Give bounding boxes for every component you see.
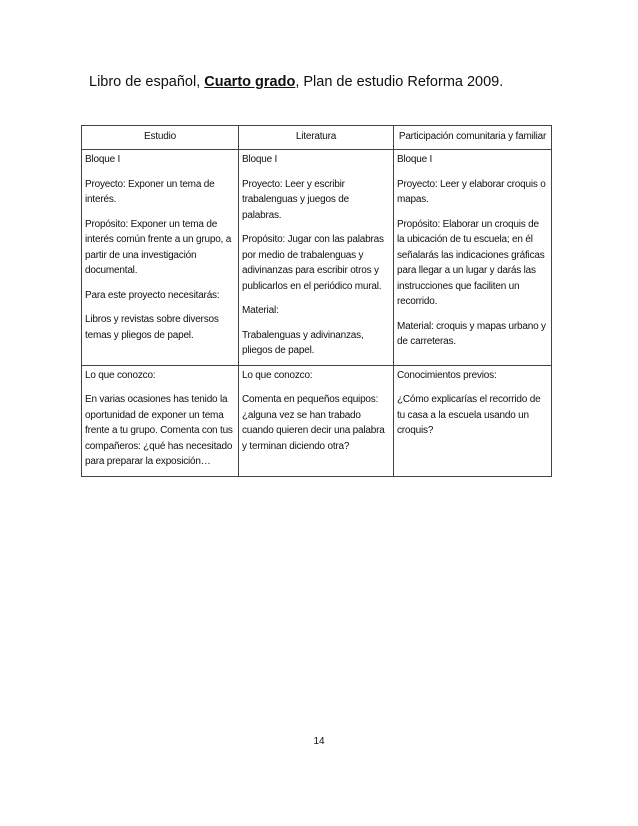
cell-text: Para este proyecto necesitarás: bbox=[85, 289, 220, 301]
cell-text: Bloque I bbox=[85, 154, 121, 165]
cell-text: ¿Cómo explicarías el recorrido de tu casa a la escuela usando un croquis? bbox=[397, 394, 541, 436]
page-number: 14 bbox=[313, 736, 325, 747]
header-estudio: Estudio bbox=[82, 126, 239, 150]
cell-text: Propósito: Elaborar un croquis de la ubicación de tu escuela; en él señalarás las indicaciones gráficas para llegar a un lugar y darás las instrucciones que faciliten un recorrido. bbox=[397, 218, 545, 307]
cell-estudio-bloque bbox=[82, 150, 239, 366]
cell-text: Trabalenguas y adivinanzas, pliegos de papel. bbox=[242, 329, 364, 356]
cell-text: Proyecto: Exponer un tema de interés. bbox=[85, 178, 215, 205]
cell-text: Bloque I bbox=[397, 154, 433, 165]
cell-text: Material: croquis y mapas urbano y de carreteras. bbox=[397, 320, 546, 347]
cell-text: Lo que conozco: bbox=[85, 369, 156, 381]
cell-text: Material: bbox=[242, 305, 279, 316]
title-bold: Cuarto grado bbox=[204, 74, 296, 90]
table-header-row bbox=[82, 126, 552, 150]
cell-text: En varias ocasiones has tenido la oportunidad de exponer un tema frente a tu grupo. Comenta con tus compañeros: ¿qué has necesitado para preparar la exposición… bbox=[85, 394, 233, 467]
cell-text: Conocimientos previos: bbox=[397, 369, 497, 381]
cell-text: Bloque I bbox=[242, 154, 278, 165]
header-participacion: Participación comunitaria y familiar bbox=[394, 126, 552, 150]
title-suffix: , Plan de estudio Reforma 2009. bbox=[295, 74, 504, 90]
cell-participacion-previos bbox=[394, 365, 552, 476]
cell-text: Propósito: Exponer un tema de interés común frente a un grupo, a partir de una investigación documental. bbox=[85, 218, 232, 276]
page-title bbox=[89, 74, 503, 90]
table-row bbox=[82, 365, 552, 476]
curriculum-table bbox=[81, 125, 552, 477]
cell-estudio-conozco bbox=[82, 365, 239, 476]
cell-text: Propósito: Jugar con las palabras por medio de trabalenguas y adivinanzas para escribir otros y publicarlos en el periódico mural. bbox=[242, 234, 384, 292]
cell-literatura-bloque bbox=[239, 150, 394, 366]
cell-text: Proyecto: Leer y elaborar croquis o mapas. bbox=[397, 178, 546, 205]
header-literatura: Literatura bbox=[239, 126, 394, 150]
cell-text: Proyecto: Leer y escribir trabalenguas y juegos de palabras. bbox=[242, 178, 349, 221]
table-row bbox=[82, 150, 552, 366]
cell-literatura-conozco bbox=[239, 365, 394, 476]
cell-text: Lo que conozco: bbox=[242, 369, 313, 381]
cell-text: Comenta en pequeños equipos: ¿alguna vez se han trabado cuando quieren decir una palabra y terminan diciendo otra? bbox=[242, 394, 385, 452]
cell-text: Libros y revistas sobre diversos temas y pliegos de papel. bbox=[85, 314, 219, 341]
cell-participacion-bloque bbox=[394, 150, 552, 366]
title-prefix: Libro de español, bbox=[89, 74, 205, 90]
